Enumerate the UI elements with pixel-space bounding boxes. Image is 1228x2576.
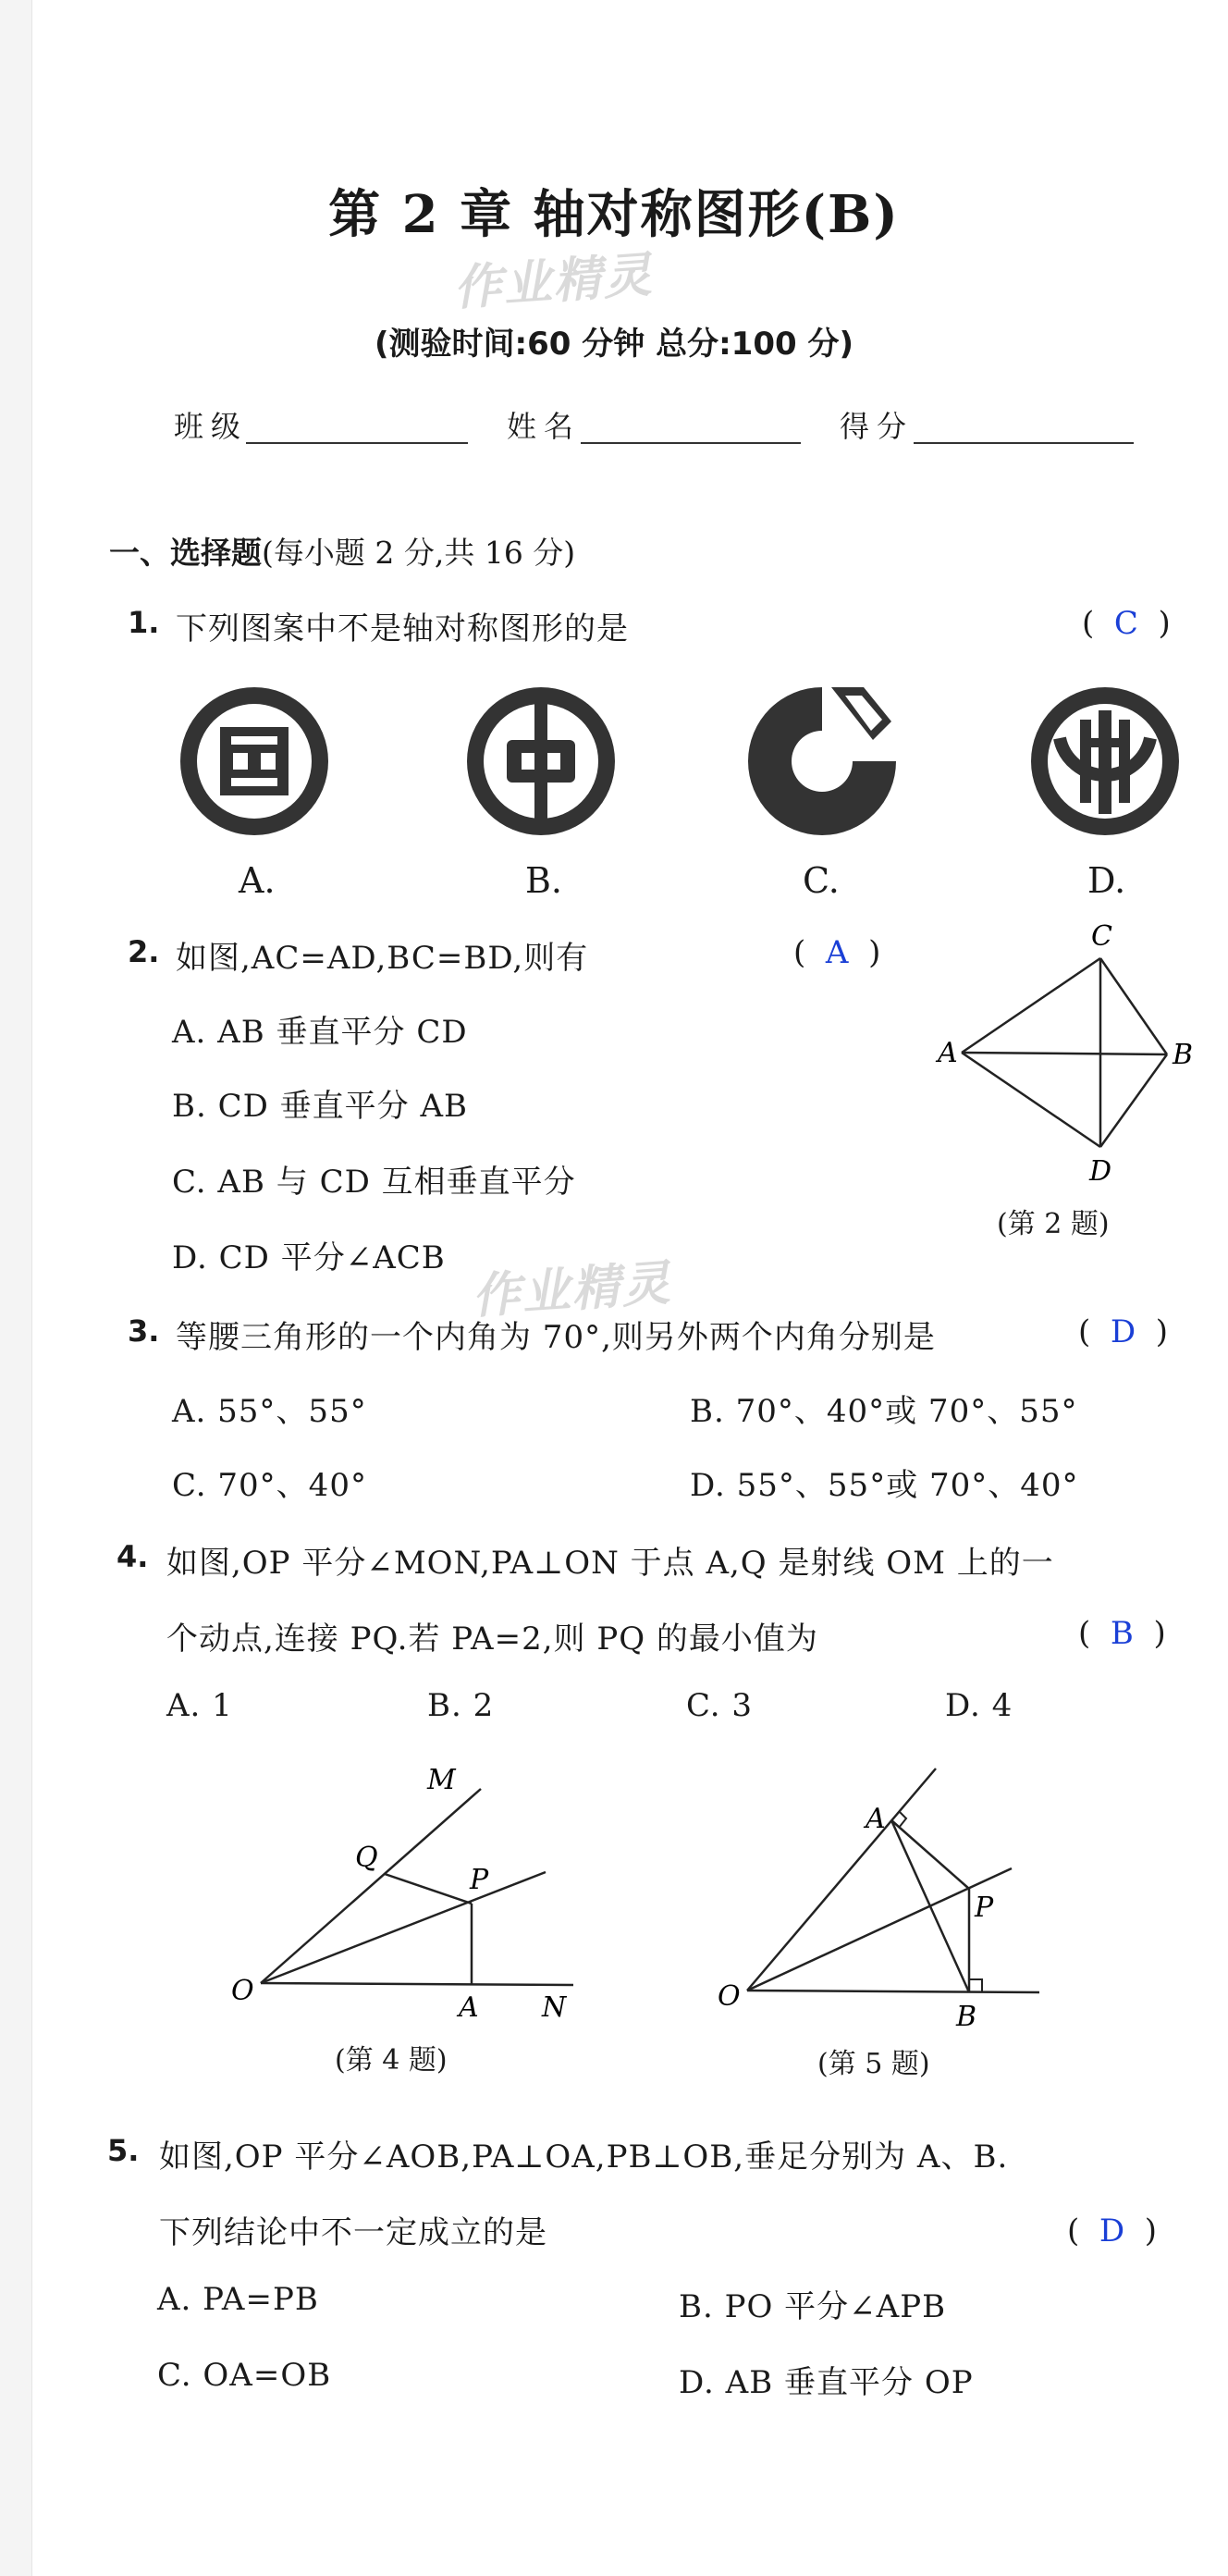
q2-text: 如图,AC=AD,BC=BD,则有 xyxy=(176,940,589,977)
q2-label-b: B xyxy=(1173,1039,1194,1071)
q5-text-line1: 如图,OP 平分∠AOB,PA⊥OA,PB⊥OB,垂足分别为 A、B. xyxy=(159,2138,1009,2175)
page-edge xyxy=(0,0,32,2576)
q2-label-c: C xyxy=(1091,921,1112,953)
q4-segment-qp xyxy=(385,1874,472,1904)
class-label: 班级 xyxy=(174,409,249,444)
q2-figure-caption: (第 2 题) xyxy=(997,1208,1110,1240)
q4-label-m: M xyxy=(427,1764,456,1796)
q2-label-a: A xyxy=(938,1037,958,1069)
chapter-title: 第 2 章 轴对称图形(B) xyxy=(328,184,900,245)
q5-segment-ab xyxy=(891,1820,969,1992)
q5-answer-bracket: ( D ) xyxy=(1067,2212,1158,2249)
q4-number: 4. xyxy=(117,1539,149,1574)
q4-answer-bracket: ( B ) xyxy=(1078,1615,1166,1652)
q4-figure-caption: (第 4 题) xyxy=(335,2044,448,2077)
q4-text-line1: 如图,OP 平分∠MON,PA⊥ON 于点 A,Q 是射线 OM 上的一 xyxy=(166,1545,1054,1582)
q5-ray-op xyxy=(747,1868,1012,1991)
q2-number: 2. xyxy=(128,934,160,969)
q5-option-c: C. OA=OB xyxy=(157,2357,332,2394)
section-name: 一、选择题 xyxy=(109,535,262,571)
score-label: 得分 xyxy=(840,409,915,444)
q4-option-c: C. 3 xyxy=(686,1687,754,1724)
q5-option-d: D. AB 垂直平分 OP xyxy=(679,2364,974,2401)
q5-label-a: A xyxy=(866,1803,886,1835)
score-blank[interactable] xyxy=(914,442,1134,444)
q3-option-d: D. 55°、55°或 70°、40° xyxy=(690,1467,1079,1504)
q3-answer-bracket: ( D ) xyxy=(1078,1313,1169,1350)
q4-label-p: P xyxy=(470,1864,489,1896)
q5-number: 5. xyxy=(107,2133,140,2168)
q4-label-o: O xyxy=(231,1975,254,2007)
q2-option-b: B. CD 垂直平分 AB xyxy=(172,1088,469,1125)
q1-option-a-label: A. xyxy=(239,860,276,901)
section-title xyxy=(109,529,575,573)
q4-ray-om xyxy=(261,1789,481,1983)
q4-option-a: A. 1 xyxy=(166,1687,233,1724)
watermark: 作业精灵 xyxy=(451,247,656,317)
q2-segment-ad xyxy=(962,1053,1100,1147)
q5-answer: D xyxy=(1099,2212,1125,2249)
watermark-2: 作业精灵 xyxy=(470,1255,674,1325)
q5-option-b: B. PO 平分∠APB xyxy=(679,2288,947,2325)
q1-number: 1. xyxy=(128,605,160,640)
q3-option-c: C. 70°、40° xyxy=(172,1467,367,1504)
q4-text-line2: 个动点,连接 PQ.若 PA=2,则 PQ 的最小值为 xyxy=(166,1621,818,1658)
q5-text-line2: 下列结论中不一定成立的是 xyxy=(159,2214,547,2251)
q2-option-c: C. AB 与 CD 互相垂直平分 xyxy=(172,1164,576,1201)
q4-label-a: A xyxy=(459,1991,479,2024)
logo-d-icon xyxy=(1026,683,1184,840)
q5-ray-oa xyxy=(747,1769,936,1991)
q2-option-d: D. CD 平分∠ACB xyxy=(172,1239,446,1276)
q2-answer-bracket: ( A ) xyxy=(793,934,881,971)
section-note: (每小题 2 分,共 16 分) xyxy=(262,535,576,571)
q1-answer: C xyxy=(1113,605,1138,642)
q3-text: 等腰三角形的一个内角为 70°,则另外两个内角分别是 xyxy=(176,1319,936,1356)
q4-ray-on xyxy=(261,1983,573,1985)
logo-c-icon xyxy=(743,683,901,840)
q1-option-c-label: C. xyxy=(803,860,840,901)
q4-label-n: N xyxy=(542,1991,567,2024)
q5-label-o: O xyxy=(718,1980,741,2013)
test-info: (测验时间:60 分钟 总分:100 分) xyxy=(374,326,854,363)
q3-option-a: A. 55°、55° xyxy=(172,1393,367,1430)
q4-option-d: D. 4 xyxy=(945,1687,1013,1724)
q5-right-angle-a xyxy=(899,1811,906,1828)
q5-right-angle-b xyxy=(969,1979,982,1992)
q1-text: 下列图案中不是轴对称图形的是 xyxy=(176,610,629,647)
q5-label-b: B xyxy=(956,2001,977,2033)
q2-segment-cb xyxy=(1100,958,1167,1054)
class-blank[interactable] xyxy=(246,442,468,444)
q2-segment-ca xyxy=(962,958,1100,1053)
q4-answer: B xyxy=(1110,1615,1134,1652)
q5-ray-ob xyxy=(747,1991,1039,1992)
logo-b-icon xyxy=(462,683,620,840)
q3-answer: D xyxy=(1110,1313,1136,1350)
q2-answer: A xyxy=(825,934,849,971)
q2-option-a: A. AB 垂直平分 CD xyxy=(172,1014,468,1051)
q1-answer-bracket: ( C ) xyxy=(1082,605,1171,642)
q2-figure xyxy=(925,921,1202,1199)
q4-label-q: Q xyxy=(355,1842,378,1874)
q1-option-d-label: D. xyxy=(1087,860,1126,901)
logo-a-icon xyxy=(176,683,333,840)
q2-segment-bd xyxy=(1100,1054,1167,1147)
q2-label-d: D xyxy=(1089,1155,1112,1188)
q4-option-b: B. 2 xyxy=(427,1687,495,1724)
q5-figure xyxy=(706,1757,1058,2035)
name-label: 姓名 xyxy=(507,409,582,444)
q5-figure-caption: (第 5 题) xyxy=(817,2048,930,2080)
q5-option-a: A. PA=PB xyxy=(157,2281,319,2318)
q5-segment-ap xyxy=(891,1820,969,1889)
q4-figure xyxy=(222,1757,592,2035)
q3-number: 3. xyxy=(128,1313,160,1349)
q5-label-p: P xyxy=(975,1892,994,1924)
name-blank[interactable] xyxy=(581,442,801,444)
q2-segment-ab xyxy=(962,1053,1167,1054)
q1-option-b-label: B. xyxy=(525,860,563,901)
q3-option-b: B. 70°、40°或 70°、55° xyxy=(690,1393,1078,1430)
q4-ray-op xyxy=(261,1872,546,1983)
